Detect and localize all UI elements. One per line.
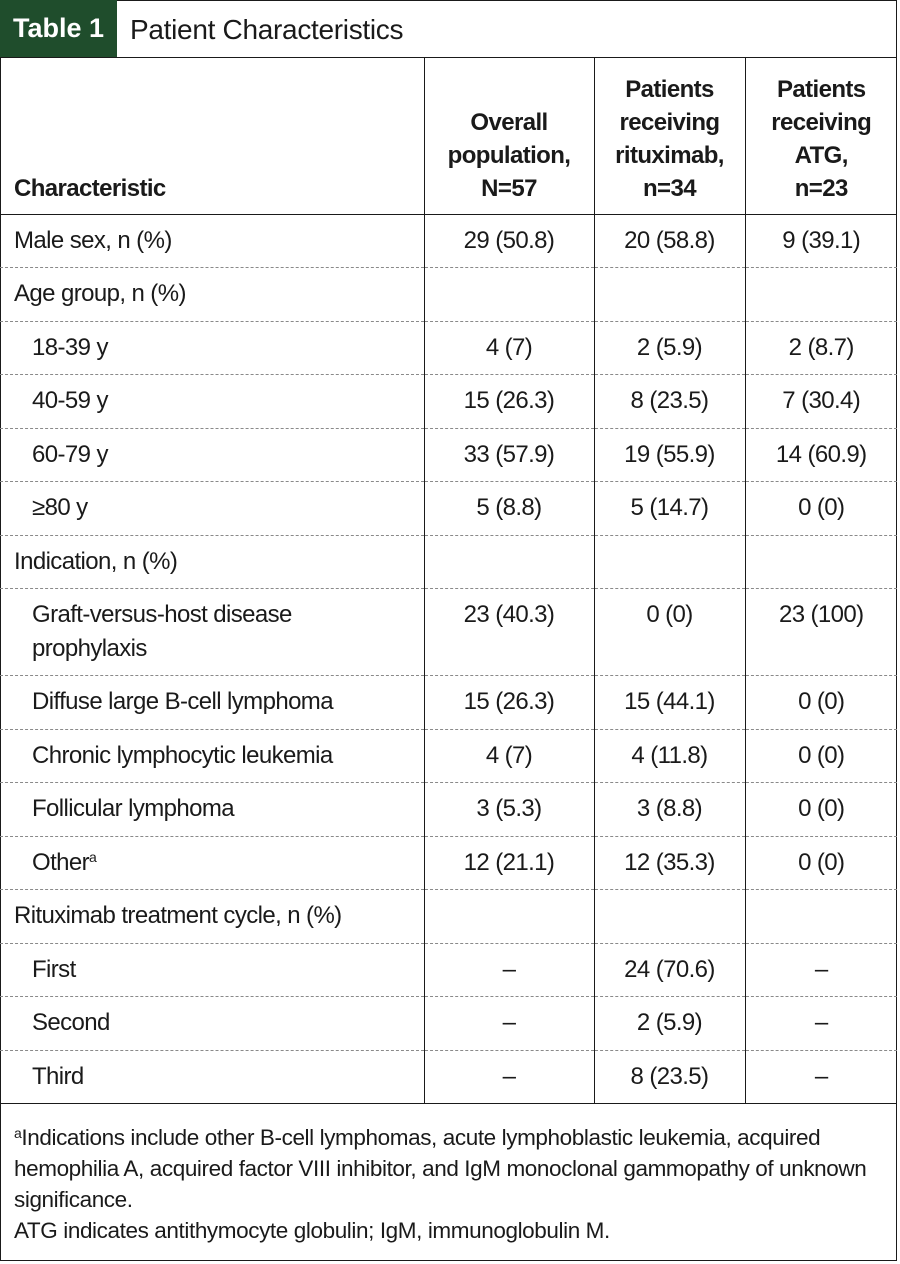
row-label	[0, 836, 424, 890]
footnote-a-text: Indications include other B-cell lymphomas, acute lymphoblastic leukemia, acquired hemophilia A, acquired factor VIII inhibitor, and IgM monoclonal gammopathy of unknown significance.	[14, 1125, 867, 1212]
cell-overall: 12 (21.1)	[424, 836, 594, 890]
cell-overall: 33 (57.9)	[424, 428, 594, 482]
header-overall-line: Overall	[470, 108, 548, 136]
table-row-age-60-79	[0, 428, 897, 482]
cell-rituximab: 8 (23.5)	[594, 1050, 745, 1104]
cell-overall: 4 (7)	[424, 729, 594, 783]
cell-overall: 15 (26.3)	[424, 375, 594, 429]
cell-rituximab: 15 (44.1)	[594, 676, 745, 730]
cell-overall	[424, 535, 594, 589]
cell-atg: 23 (100)	[745, 589, 897, 676]
cell-atg	[745, 535, 897, 589]
cell-overall	[424, 268, 594, 322]
header-atg-line: ATG,	[794, 141, 848, 169]
table-row-age-80-plus	[0, 482, 897, 536]
row-label: Second	[0, 997, 424, 1051]
cell-atg: 0 (0)	[745, 783, 897, 837]
cell-rituximab: 0 (0)	[594, 589, 745, 676]
row-label-line: Graft-versus-host disease	[32, 601, 292, 628]
row-label: 18-39 y	[0, 321, 424, 375]
row-label: ≥80 y	[0, 482, 424, 536]
cell-atg	[745, 268, 897, 322]
row-label: First	[0, 943, 424, 997]
cell-overall: 4 (7)	[424, 321, 594, 375]
table-row-gvhd-prophylaxis	[0, 589, 897, 676]
header-atg-line: receiving	[771, 108, 872, 136]
header-atg-line: n=23	[794, 174, 848, 202]
table-row-male-sex	[0, 214, 897, 268]
cell-atg: 7 (30.4)	[745, 375, 897, 429]
table-row-cycle-second	[0, 997, 897, 1051]
cell-overall: 3 (5.3)	[424, 783, 594, 837]
cell-rituximab: 19 (55.9)	[594, 428, 745, 482]
header-rituximab-line: n=34	[643, 174, 696, 202]
cell-overall: 15 (26.3)	[424, 676, 594, 730]
row-label	[0, 589, 424, 676]
cell-overall: –	[424, 943, 594, 997]
cell-atg: 2 (8.7)	[745, 321, 897, 375]
cell-overall: 23 (40.3)	[424, 589, 594, 676]
cell-rituximab: 24 (70.6)	[594, 943, 745, 997]
cell-atg: 0 (0)	[745, 676, 897, 730]
cell-overall: –	[424, 1050, 594, 1104]
cell-atg: –	[745, 943, 897, 997]
row-label: Male sex, n (%)	[0, 214, 424, 268]
header-rituximab-line: receiving	[619, 108, 720, 136]
footnote-marker: a	[89, 848, 97, 865]
row-label-text: Other	[32, 848, 90, 876]
cell-atg: –	[745, 1050, 897, 1104]
cell-rituximab	[594, 890, 745, 944]
row-label: Follicular lymphoma	[0, 783, 424, 837]
cell-atg: 0 (0)	[745, 482, 897, 536]
patient-characteristics-table	[0, 58, 897, 1104]
cell-atg: 0 (0)	[745, 836, 897, 890]
table-row-age-18-39	[0, 321, 897, 375]
header-characteristic: Characteristic	[0, 58, 424, 214]
cell-overall: –	[424, 997, 594, 1051]
cell-rituximab: 2 (5.9)	[594, 997, 745, 1051]
table-row-age-group	[0, 268, 897, 322]
cell-overall	[424, 890, 594, 944]
row-label: 40-59 y	[0, 375, 424, 429]
header-overall-line: population,	[447, 141, 571, 169]
cell-rituximab: 20 (58.8)	[594, 214, 745, 268]
cell-rituximab: 12 (35.3)	[594, 836, 745, 890]
cell-rituximab: 2 (5.9)	[594, 321, 745, 375]
table-row-cycle-first	[0, 943, 897, 997]
header-rituximab-line: Patients	[625, 75, 714, 103]
cell-rituximab	[594, 268, 745, 322]
footnote-abbreviations: ATG indicates antithymocyte globulin; IgM, immunoglobulin M.	[14, 1218, 610, 1243]
footnote-a-marker: a	[14, 1125, 22, 1141]
row-label: Diffuse large B-cell lymphoma	[0, 676, 424, 730]
footnote-a	[14, 1122, 884, 1215]
header-rituximab-line: rituximab,	[615, 141, 724, 169]
row-label: 60-79 y	[0, 428, 424, 482]
section-label: Indication, n (%)	[0, 535, 424, 589]
cell-overall: 29 (50.8)	[424, 214, 594, 268]
cell-rituximab: 4 (11.8)	[594, 729, 745, 783]
section-label: Rituximab treatment cycle, n (%)	[0, 890, 424, 944]
table-row-cycle-third	[0, 1050, 897, 1104]
header-rituximab	[594, 58, 745, 214]
table-row-dlbcl	[0, 676, 897, 730]
cell-atg: 0 (0)	[745, 729, 897, 783]
table-row-cll	[0, 729, 897, 783]
cell-rituximab	[594, 535, 745, 589]
table-row-rituximab-cycle	[0, 890, 897, 944]
header-overall	[424, 58, 594, 214]
cell-atg: 9 (39.1)	[745, 214, 897, 268]
cell-rituximab: 5 (14.7)	[594, 482, 745, 536]
cell-atg: 14 (60.9)	[745, 428, 897, 482]
header-row	[0, 58, 897, 214]
cell-atg	[745, 890, 897, 944]
row-label: Chronic lymphocytic leukemia	[0, 729, 424, 783]
cell-rituximab: 3 (8.8)	[594, 783, 745, 837]
table-footnotes	[14, 1122, 884, 1246]
cell-overall: 5 (8.8)	[424, 482, 594, 536]
table-number-label: Table 1	[0, 0, 117, 57]
header-atg	[745, 58, 897, 214]
cell-atg: –	[745, 997, 897, 1051]
table-row-other	[0, 836, 897, 890]
table-row-age-40-59	[0, 375, 897, 429]
cell-rituximab: 8 (23.5)	[594, 375, 745, 429]
header-atg-line: Patients	[776, 75, 866, 103]
table-titlebar	[0, 0, 897, 58]
table-row-follicular-lymphoma	[0, 783, 897, 837]
row-label-line: prophylaxis	[32, 635, 147, 662]
row-label: Third	[0, 1050, 424, 1104]
table-title: Patient Characteristics	[130, 14, 404, 45]
header-overall-line: N=57	[481, 174, 537, 202]
table-row-indication	[0, 535, 897, 589]
section-label: Age group, n (%)	[0, 268, 424, 322]
